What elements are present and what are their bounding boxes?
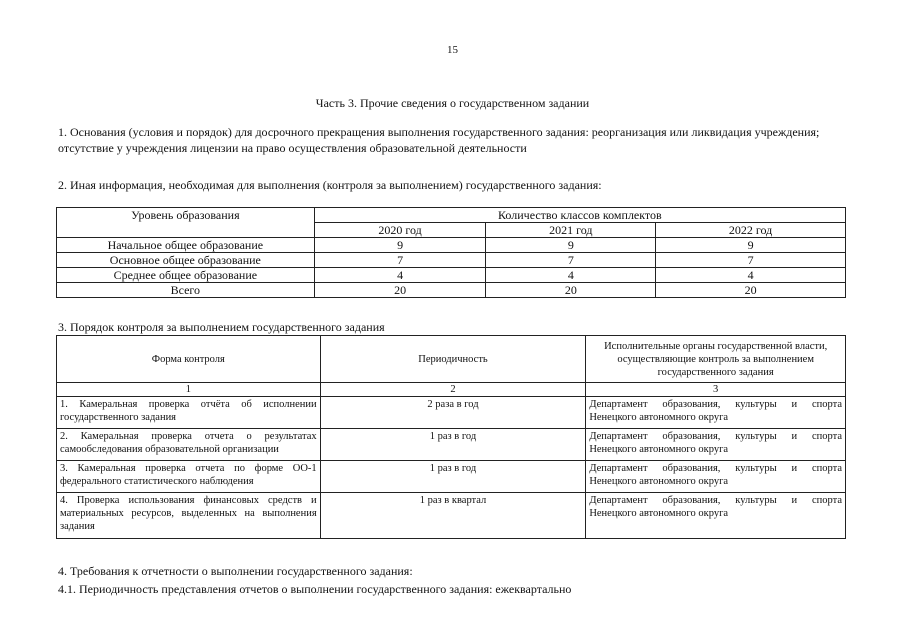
level-name: Основное общее образование	[57, 253, 315, 268]
paragraph-termination-grounds: 1. Основания (условия и порядок) для досрочного прекращения выполнения государственного задания: реорганизация или ликвидация учреждения; отсутствие у учреждения лицензии на право осуществления образовательной деятельности	[58, 125, 820, 155]
control-body: Департамент образования, культуры и спорта Ненецкого автономного округа	[586, 397, 846, 429]
year-header: 2020 год	[314, 223, 486, 238]
control-table	[56, 335, 846, 539]
page-number: 15	[447, 44, 458, 56]
control-period: 1 раз в год	[320, 461, 586, 493]
table-row	[57, 268, 846, 283]
section-heading: Часть 3. Прочие сведения о государственном задании	[315, 96, 590, 110]
control-period: 1 раз в квартал	[320, 493, 586, 539]
reporting-periodicity: 4.1. Периодичность представления отчетов о выполнении государственного задания: ежеквартально	[58, 582, 572, 596]
class-count: 9	[486, 238, 656, 253]
count-header: Количество классов комплектов	[314, 208, 845, 223]
paragraph-control-order: 3. Порядок контроля за выполнением государственного задания	[58, 320, 385, 334]
table-row	[57, 461, 846, 493]
class-count: 4	[486, 268, 656, 283]
year-header: 2021 год	[486, 223, 656, 238]
class-count: 9	[314, 238, 486, 253]
paragraph-other-info: 2. Иная информация, необходимая для выполнения (контроля за выполнением) государственного задания:	[58, 178, 602, 192]
table-row	[57, 253, 846, 268]
classes-table	[56, 207, 846, 298]
class-count: 4	[314, 268, 486, 283]
control-body: Департамент образования, культуры и спорта Ненецкого автономного округа	[586, 493, 846, 539]
body-header: Исполнительные органы государственной власти, осуществляющие контроль за выполнением государственного задания	[586, 336, 846, 383]
class-count: 7	[314, 253, 486, 268]
class-count: 20	[486, 283, 656, 298]
control-form: 4. Проверка использования финансовых средств и материальных ресурсов, выделенных на выполнения задания	[57, 493, 321, 539]
period-header: Периодичность	[320, 336, 586, 383]
year-header: 2022 год	[656, 223, 846, 238]
table-row	[57, 238, 846, 253]
class-count: 20	[656, 283, 846, 298]
control-form: 3. Камеральная проверка отчета по форме ОО-1 федерального статистического наблюдения	[57, 461, 321, 493]
control-form: 2. Камеральная проверка отчета о результатах самообследования образовательной организации	[57, 429, 321, 461]
control-period: 1 раз в год	[320, 429, 586, 461]
control-body: Департамент образования, культуры и спорта Ненецкого автономного округа	[586, 429, 846, 461]
table-row-total	[57, 283, 846, 298]
column-number: 3	[586, 383, 846, 397]
class-count: 4	[656, 268, 846, 283]
control-form: 1. Камеральная проверка отчёта об исполнении государственного задания	[57, 397, 321, 429]
form-header: Форма контроля	[57, 336, 321, 383]
level-header: Уровень образования	[57, 208, 315, 238]
level-name: Начальное общее образование	[57, 238, 315, 253]
paragraph-reporting	[58, 562, 571, 598]
control-body: Департамент образования, культуры и спорта Ненецкого автономного округа	[586, 461, 846, 493]
level-name: Среднее общее образование	[57, 268, 315, 283]
class-count: 7	[656, 253, 846, 268]
class-count: 20	[314, 283, 486, 298]
column-number: 1	[57, 383, 321, 397]
table-row	[57, 493, 846, 539]
level-name: Всего	[57, 283, 315, 298]
column-number: 2	[320, 383, 586, 397]
control-period: 2 раза в год	[320, 397, 586, 429]
class-count: 7	[486, 253, 656, 268]
table-row	[57, 429, 846, 461]
reporting-requirements: 4. Требования к отчетности о выполнении государственного задания:	[58, 564, 413, 578]
class-count: 9	[656, 238, 846, 253]
table-row	[57, 397, 846, 429]
